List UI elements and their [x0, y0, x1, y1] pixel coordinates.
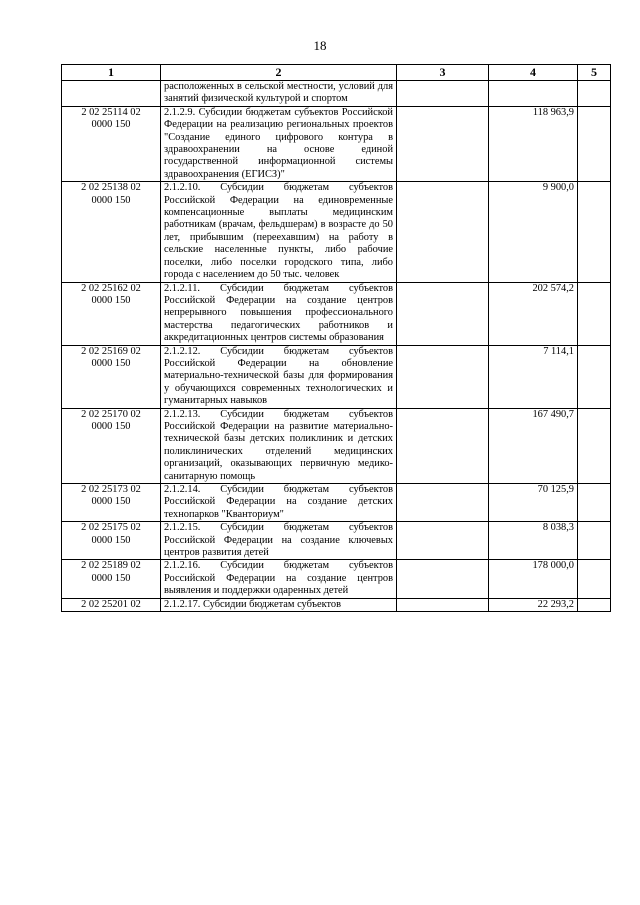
- item-description: расположенных в сельской местности, условий для занятий физической культурой и спортом: [161, 81, 397, 107]
- column-3-cell: [397, 106, 489, 181]
- item-description: 2.1.2.17. Субсидии бюджетам субъектов: [161, 598, 397, 611]
- budget-code: 2 02 25114 02 0000 150: [62, 106, 161, 181]
- table-row: [62, 598, 611, 611]
- column-3-cell: [397, 408, 489, 483]
- column-5-cell: [578, 598, 611, 611]
- amount: 118 963,9: [489, 106, 578, 181]
- column-5-cell: [578, 522, 611, 560]
- budget-code: 2 02 25138 02 0000 150: [62, 182, 161, 282]
- column-header-1: 1: [62, 65, 161, 81]
- column-5-cell: [578, 484, 611, 522]
- column-header-2: 2: [161, 65, 397, 81]
- table-row: [62, 182, 611, 282]
- column-3-cell: [397, 182, 489, 282]
- budget-code: 2 02 25162 02 0000 150: [62, 282, 161, 345]
- table-row: [62, 106, 611, 181]
- budget-code: 2 02 25201 02: [62, 598, 161, 611]
- budget-table: [61, 64, 611, 612]
- amount: 202 574,2: [489, 282, 578, 345]
- header-row: [62, 65, 611, 81]
- item-description: 2.1.2.9. Субсидии бюджетам субъектов Российской Федерации на реализацию региональных проектов "Создание единого цифрового контура в здравоохранении на основе единой государственной информационной системы здравоохранения (ЕГИСЗ)": [161, 106, 397, 181]
- column-header-5: 5: [578, 65, 611, 81]
- column-5-cell: [578, 408, 611, 483]
- column-3-cell: [397, 484, 489, 522]
- budget-code: 2 02 25175 02 0000 150: [62, 522, 161, 560]
- column-header-4: 4: [489, 65, 578, 81]
- item-description: 2.1.2.16. Субсидии бюджетам субъектов Российской Федерации на создание центров выявления и поддержки одаренных детей: [161, 560, 397, 598]
- column-3-cell: [397, 345, 489, 408]
- column-3-cell: [397, 282, 489, 345]
- table-row: [62, 484, 611, 522]
- column-5-cell: [578, 345, 611, 408]
- table-row: [62, 282, 611, 345]
- column-5-cell: [578, 81, 611, 107]
- column-5-cell: [578, 182, 611, 282]
- item-description: 2.1.2.15. Субсидии бюджетам субъектов Российской Федерации на создание ключевых центров развития детей: [161, 522, 397, 560]
- budget-code: [62, 81, 161, 107]
- column-3-cell: [397, 560, 489, 598]
- budget-code: 2 02 25169 02 0000 150: [62, 345, 161, 408]
- table-row: [62, 522, 611, 560]
- column-3-cell: [397, 522, 489, 560]
- column-5-cell: [578, 106, 611, 181]
- table-row: [62, 81, 611, 107]
- item-description: 2.1.2.14. Субсидии бюджетам субъектов Российской Федерации на создание детских технопарков "Кванториум": [161, 484, 397, 522]
- amount: [489, 81, 578, 107]
- column-5-cell: [578, 560, 611, 598]
- item-description: 2.1.2.11. Субсидии бюджетам субъектов Российской Федерации на создание центров непрерывного повышения профессионального мастерства педагогических работников и аккредитационных центров системы образования: [161, 282, 397, 345]
- item-description: 2.1.2.10. Субсидии бюджетам субъектов Российской Федерации на единовременные компенсационные выплаты медицинским работникам (врачам, фельдшерам) в возрасте до 50 лет, прибывшим (переехавшим) на работу в сельские населенные пункты, либо рабочие поселки, либо поселки городского типа, либо города с населением до 50 тыс. человек: [161, 182, 397, 282]
- column-5-cell: [578, 282, 611, 345]
- table-row: [62, 345, 611, 408]
- amount: 8 038,3: [489, 522, 578, 560]
- item-description: 2.1.2.12. Субсидии бюджетам субъектов Российской Федерации на обновление материально-технической базы для формирования у обучающихся современных технологических и гуманитарных навыков: [161, 345, 397, 408]
- column-header-3: 3: [397, 65, 489, 81]
- amount: 167 490,7: [489, 408, 578, 483]
- page-number: 18: [313, 38, 327, 53]
- budget-code: 2 02 25173 02 0000 150: [62, 484, 161, 522]
- table-row: [62, 560, 611, 598]
- amount: 9 900,0: [489, 182, 578, 282]
- amount: 70 125,9: [489, 484, 578, 522]
- amount: 178 000,0: [489, 560, 578, 598]
- budget-code: 2 02 25189 02 0000 150: [62, 560, 161, 598]
- table-row: [62, 408, 611, 483]
- amount: 7 114,1: [489, 345, 578, 408]
- amount: 22 293,2: [489, 598, 578, 611]
- column-3-cell: [397, 81, 489, 107]
- item-description: 2.1.2.13. Субсидии бюджетам субъектов Российской Федерации на развитие материально-технической базы детских поликлиник и детских поликлинических отделений медицинских организаций, оказывающих первичную медико-санитарную помощь: [161, 408, 397, 483]
- budget-code: 2 02 25170 02 0000 150: [62, 408, 161, 483]
- column-3-cell: [397, 598, 489, 611]
- table-header: [62, 65, 611, 81]
